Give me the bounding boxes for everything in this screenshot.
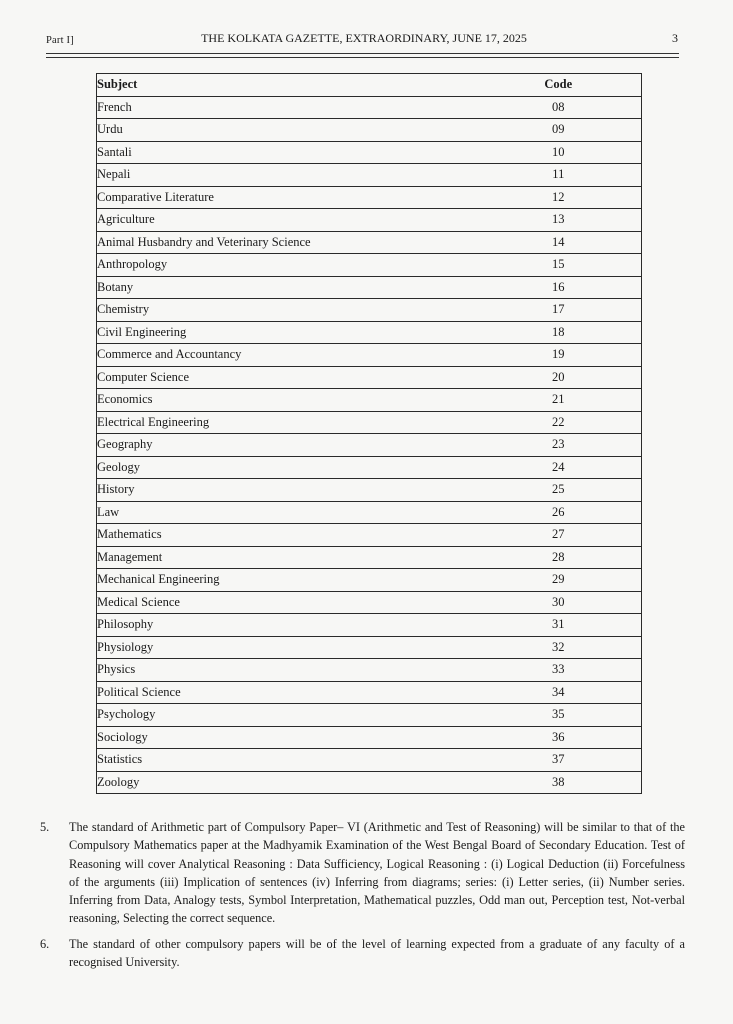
table-row bbox=[97, 479, 642, 502]
subject-cell: Botany bbox=[97, 276, 476, 299]
table-row bbox=[97, 726, 642, 749]
code-cell: 35 bbox=[476, 704, 642, 727]
table-row bbox=[97, 119, 642, 142]
column-header-code: Code bbox=[476, 74, 642, 97]
code-cell: 16 bbox=[476, 276, 642, 299]
subject-cell: Santali bbox=[97, 141, 476, 164]
page-number: 3 bbox=[672, 31, 678, 45]
code-cell: 21 bbox=[476, 389, 642, 412]
code-cell: 36 bbox=[476, 726, 642, 749]
table-row bbox=[97, 186, 642, 209]
paragraph-text: The standard of other compulsory papers will be of the level of learning expected from a graduate of any faculty of a recognised University. bbox=[69, 937, 685, 970]
code-cell: 13 bbox=[476, 209, 642, 232]
subject-cell: Commerce and Accountancy bbox=[97, 344, 476, 367]
code-cell: 11 bbox=[476, 164, 642, 187]
subject-cell: Geology bbox=[97, 456, 476, 479]
subject-cell: History bbox=[97, 479, 476, 502]
code-cell: 22 bbox=[476, 411, 642, 434]
subject-cell: Comparative Literature bbox=[97, 186, 476, 209]
code-cell: 33 bbox=[476, 659, 642, 682]
subject-cell: Economics bbox=[97, 389, 476, 412]
subject-cell: Management bbox=[97, 546, 476, 569]
code-cell: 28 bbox=[476, 546, 642, 569]
code-cell: 26 bbox=[476, 501, 642, 524]
code-cell: 15 bbox=[476, 254, 642, 277]
subject-cell: Geography bbox=[97, 434, 476, 457]
table-header-row bbox=[97, 74, 642, 97]
table-row bbox=[97, 749, 642, 772]
code-cell: 12 bbox=[476, 186, 642, 209]
code-cell: 18 bbox=[476, 321, 642, 344]
table-row bbox=[97, 164, 642, 187]
table-body bbox=[97, 96, 642, 794]
code-cell: 27 bbox=[476, 524, 642, 547]
table-row bbox=[97, 659, 642, 682]
code-cell: 30 bbox=[476, 591, 642, 614]
table-row bbox=[97, 569, 642, 592]
paragraph-number: 5. bbox=[40, 820, 50, 834]
table-row bbox=[97, 546, 642, 569]
subject-cell: Physics bbox=[97, 659, 476, 682]
code-cell: 31 bbox=[476, 614, 642, 637]
code-cell: 29 bbox=[476, 569, 642, 592]
column-header-subject: Subject bbox=[97, 74, 476, 97]
subject-cell: Civil Engineering bbox=[97, 321, 476, 344]
table-row bbox=[97, 366, 642, 389]
paragraph-text: The standard of Arithmetic part of Compulsory Paper– VI (Arithmetic and Test of Reasoning) will be similar to that of the Compulsory Mathematics paper at the Madhyamik Examination of the West Bengal Board of Secondary Education. Test of Reasoning will cover Analytical Reasoning : Data Sufficiency, Logical Reasoning : (i) Logical Deduction (ii) Forcefulness of the arguments (iii) Implication of sentences (iv) Inferring from diagrams; series: (i) Letter series, (ii) Number series. Inferring from Data, Analogy tests, Symbol Interpretation, Mathematical puzzles, Odd man out, Perception test, Not-verbal reasoning, Selecting the correct sequence. bbox=[69, 820, 685, 926]
code-cell: 32 bbox=[476, 636, 642, 659]
part-label: Part I] bbox=[46, 35, 74, 46]
table-row bbox=[97, 344, 642, 367]
subject-cell: Sociology bbox=[97, 726, 476, 749]
table-row bbox=[97, 389, 642, 412]
subject-cell: Statistics bbox=[97, 749, 476, 772]
code-cell: 10 bbox=[476, 141, 642, 164]
table-row bbox=[97, 141, 642, 164]
subject-cell: Psychology bbox=[97, 704, 476, 727]
subject-cell: Anthropology bbox=[97, 254, 476, 277]
table-row bbox=[97, 411, 642, 434]
code-cell: 19 bbox=[476, 344, 642, 367]
table-row bbox=[97, 771, 642, 794]
table-row bbox=[97, 681, 642, 704]
page-header bbox=[46, 29, 682, 49]
table-row bbox=[97, 704, 642, 727]
subject-cell: Law bbox=[97, 501, 476, 524]
subject-cell: Mathematics bbox=[97, 524, 476, 547]
table-row bbox=[97, 524, 642, 547]
subject-cell: French bbox=[97, 96, 476, 119]
table-row bbox=[97, 614, 642, 637]
table-row bbox=[97, 456, 642, 479]
subject-cell: Computer Science bbox=[97, 366, 476, 389]
gazette-title: THE KOLKATA GAZETTE, EXTRAORDINARY, JUNE 17, 2025 bbox=[201, 31, 527, 45]
subject-cell: Political Science bbox=[97, 681, 476, 704]
subject-cell: Animal Husbandry and Veterinary Science bbox=[97, 231, 476, 254]
code-cell: 37 bbox=[476, 749, 642, 772]
code-cell: 23 bbox=[476, 434, 642, 457]
subject-cell: Chemistry bbox=[97, 299, 476, 322]
table-row bbox=[97, 591, 642, 614]
table-row bbox=[97, 231, 642, 254]
table-row bbox=[97, 636, 642, 659]
subject-code-table bbox=[96, 73, 642, 794]
table-row bbox=[97, 434, 642, 457]
subject-cell: Electrical Engineering bbox=[97, 411, 476, 434]
code-cell: 34 bbox=[476, 681, 642, 704]
subject-cell: Urdu bbox=[97, 119, 476, 142]
code-cell: 20 bbox=[476, 366, 642, 389]
subject-cell: Nepali bbox=[97, 164, 476, 187]
subject-cell: Physiology bbox=[97, 636, 476, 659]
code-cell: 14 bbox=[476, 231, 642, 254]
table-row bbox=[97, 276, 642, 299]
code-cell: 38 bbox=[476, 771, 642, 794]
code-cell: 08 bbox=[476, 96, 642, 119]
table-row bbox=[97, 299, 642, 322]
subject-cell: Zoology bbox=[97, 771, 476, 794]
header-rule-bottom bbox=[46, 57, 679, 58]
code-cell: 17 bbox=[476, 299, 642, 322]
table-row bbox=[97, 321, 642, 344]
paragraph-number: 6. bbox=[40, 937, 50, 951]
subject-cell: Philosophy bbox=[97, 614, 476, 637]
code-cell: 24 bbox=[476, 456, 642, 479]
code-cell: 09 bbox=[476, 119, 642, 142]
table-row bbox=[97, 96, 642, 119]
table-row bbox=[97, 209, 642, 232]
subject-cell: Agriculture bbox=[97, 209, 476, 232]
subject-cell: Mechanical Engineering bbox=[97, 569, 476, 592]
paragraph-6 bbox=[40, 935, 685, 972]
table-row bbox=[97, 501, 642, 524]
code-cell: 25 bbox=[476, 479, 642, 502]
subject-cell: Medical Science bbox=[97, 591, 476, 614]
header-rule-top bbox=[46, 53, 679, 54]
table-row bbox=[97, 254, 642, 277]
paragraph-5 bbox=[40, 818, 685, 928]
